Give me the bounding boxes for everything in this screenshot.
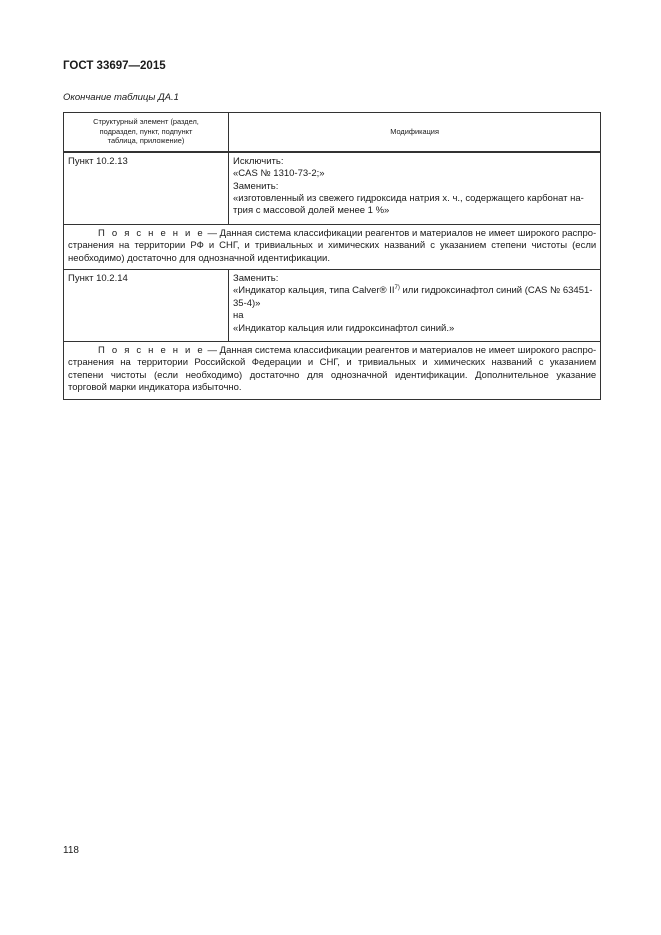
modification-line: «Индикатор кальция, типа Calver® II$^{7)}$ или гидроксинафтол синий (CAS № 63451-: [233, 285, 593, 297]
note-line: необходимо) достаточно для однозначной идентификации.: [68, 252, 330, 264]
header-left-line: подраздел, пункт, подпункт: [99, 126, 193, 136]
modification-line: «Индикатор кальция или гидроксинафтол синий.»: [233, 322, 455, 334]
table-row: [64, 152, 601, 225]
modification-line: трия с массовой долей менее 1 %»: [233, 205, 390, 217]
table-note-row: [64, 224, 601, 269]
explanation-note: [64, 224, 601, 269]
note-line: П о я с н е н и е — Данная система классификации реагентов и материалов не имеет широкого распро-: [98, 227, 597, 239]
explanation-note: [64, 342, 601, 400]
footnote-marker: 7): [394, 285, 400, 292]
note-line: странения на территории Российской Федерации и СНГ, и тривиальных и химических названий с указанием: [68, 357, 597, 369]
modification-line: Заменить:: [233, 180, 279, 192]
note-label: П о я с н е н и е: [98, 227, 205, 239]
modification-line: Исключить:: [233, 155, 284, 167]
header-modification: Модификация: [229, 113, 601, 152]
document-code: ГОСТ 33697—2015: [63, 60, 166, 72]
note-label: П о я с н е н и е: [98, 345, 205, 357]
note-line: П о я с н е н и е — Данная система классификации реагентов и материалов не имеет широкого распро-: [98, 345, 597, 357]
page-number: 118: [63, 845, 79, 856]
table-header-row: [64, 113, 601, 152]
table-note-row: [64, 342, 601, 400]
modification-line: Заменить:: [233, 273, 279, 285]
header-structural-element: [64, 113, 229, 152]
modification-line: 35-4)»: [233, 297, 261, 309]
row-element-cell: Пункт 10.2.14: [64, 270, 229, 342]
note-line: торговой марки индикатора избыточно.: [68, 382, 242, 394]
row-element-cell: Пункт 10.2.13: [64, 152, 229, 225]
table-row: [64, 270, 601, 342]
modification-table: [63, 112, 601, 400]
header-left-line: Структурный элемент (раздел,: [93, 117, 199, 126]
note-line: странения на территории РФ и СНГ, и тривиальных и химических названий с указанием степени чистоты (если: [68, 240, 597, 252]
table-caption: Окончание таблицы ДА.1: [63, 92, 179, 103]
header-left-line: таблица, приложение): [107, 136, 185, 146]
modification-line: на: [233, 310, 244, 322]
modification-line: «CAS № 1310-73-2;»: [233, 168, 325, 180]
row-modification-cell: [229, 152, 601, 225]
note-line: степени чистоты (если необходимо) достаточно для однозначной идентификации. Дополнительное указание: [68, 369, 597, 381]
row-modification-cell: [229, 270, 601, 342]
modification-line: «изготовленный из свежего гидроксида натрия х. ч., содержащего карбонат на-: [233, 193, 584, 204]
